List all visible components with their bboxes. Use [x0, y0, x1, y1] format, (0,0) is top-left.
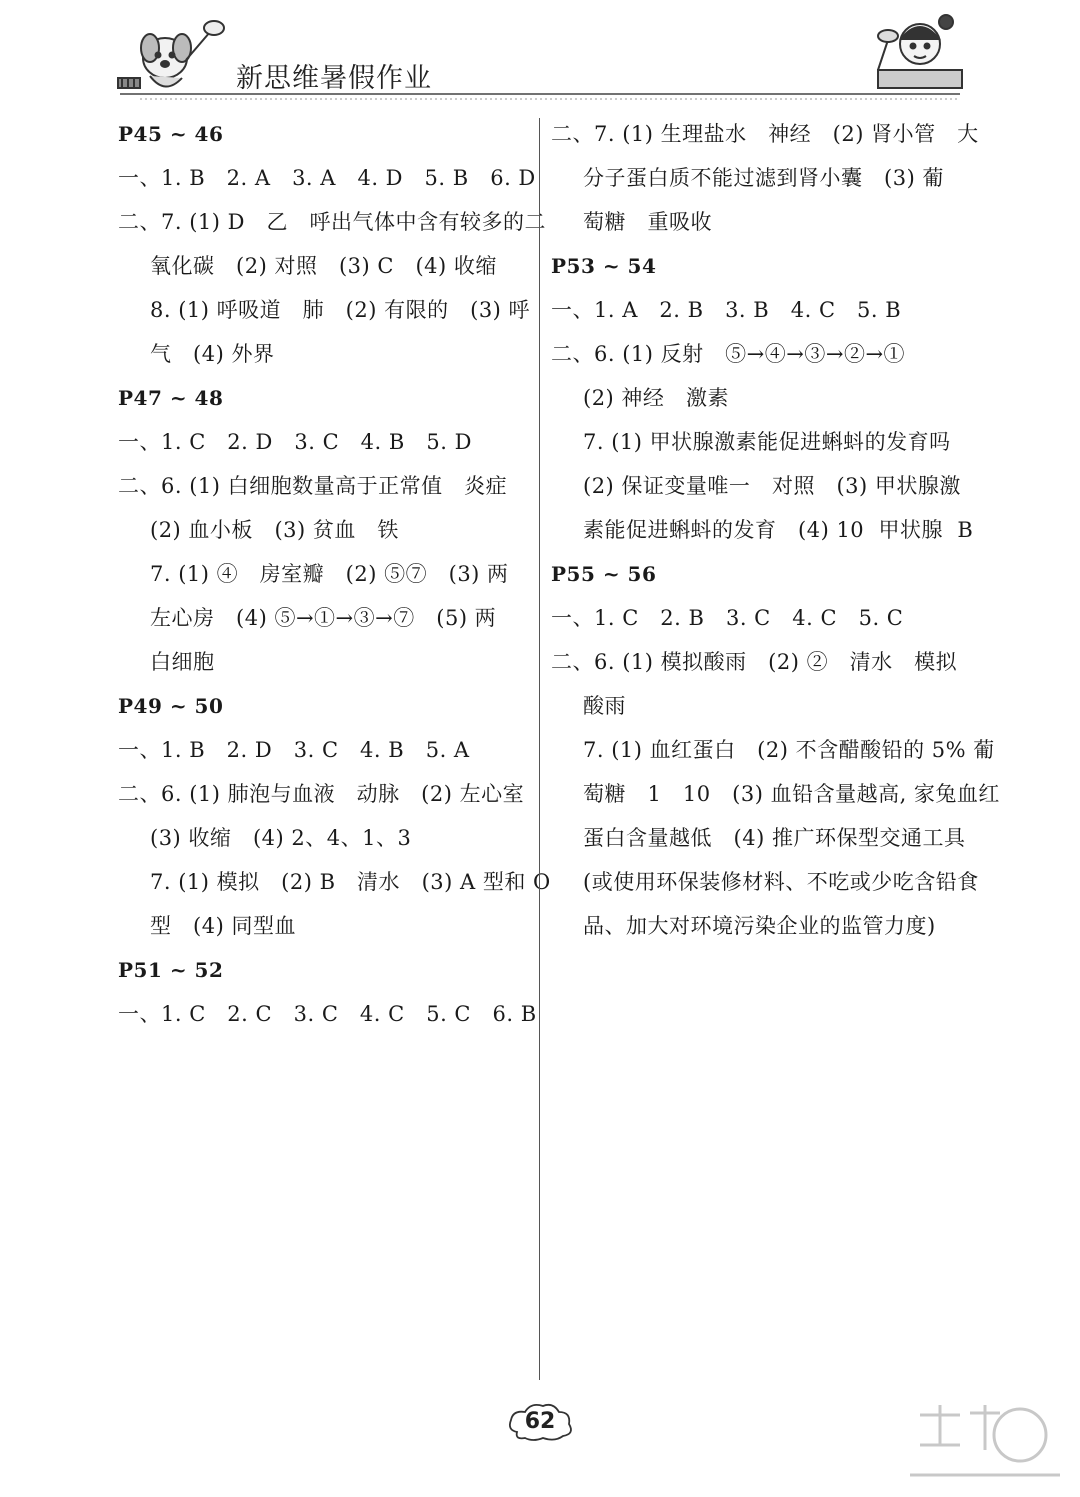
right-answer-line: 一、1. A 2. B 3. B 4. C 5. B: [551, 298, 902, 322]
left-answer-line: 二、6. (1) 肺泡与血液 动脉 (2) 左心室: [118, 782, 525, 806]
left-section-heading: P49 ~ 50: [118, 694, 224, 718]
left-answer-line: 氧化碳 (2) 对照 (3) C (4) 收缩: [150, 254, 497, 278]
left-answer-line: (3) 收缩 (4) 2、4、1、3: [150, 826, 412, 850]
right-answer-line: 7. (1) 甲状腺激素能促进蝌蚪的发育吗: [583, 430, 951, 454]
right-answer-line: 7. (1) 血红蛋白 (2) 不含醋酸铅的 5% 葡: [583, 738, 995, 762]
page-number-badge: [505, 1400, 575, 1444]
right-answer-line: 萄糖 重吸收: [583, 210, 713, 234]
page-number: 62: [524, 1409, 556, 1434]
left-answer-line: 7. (1) ④ 房室瓣 (2) ⑤⑦ (3) 两: [150, 562, 509, 586]
right-answer-line: 萄糖 1 10 (3) 血铅含量越高, 家兔血红: [583, 782, 1000, 806]
right-answer-line: 二、7. (1) 生理盐水 神经 (2) 肾小管 大: [551, 122, 979, 146]
girl-illustration-icon: [878, 15, 962, 88]
dog-illustration-icon: [118, 21, 224, 88]
header-decoration: [0, 0, 1080, 110]
column-divider: [539, 118, 540, 1380]
right-section-heading: P53 ~ 54: [551, 254, 657, 278]
left-answer-line: 型 (4) 同型血: [150, 914, 296, 938]
left-answer-line: 二、6. (1) 白细胞数量高于正常值 炎症: [118, 474, 508, 498]
page-header: [0, 0, 1080, 110]
right-answer-line: 素能促进蝌蚪的发育 (4) 10 甲状腺 B: [583, 518, 974, 542]
left-section-heading: P51 ~ 52: [118, 958, 224, 982]
left-answer-line: 气 (4) 外界: [150, 342, 275, 366]
left-answer-line: 一、1. B 2. D 3. C 4. B 5. A: [118, 738, 470, 762]
left-section-heading: P47 ~ 48: [118, 386, 224, 410]
right-answer-line: 蛋白含量越低 (4) 推广环保型交通工具: [583, 826, 966, 850]
right-answer-line: (或使用环保装修材料、不吃或少吃含铅食: [583, 870, 979, 894]
header-title: 新思维暑假作业: [236, 63, 432, 94]
left-answer-line: 二、7. (1) D 乙 呼出气体中含有较多的二: [118, 210, 547, 234]
answer-column-right: [551, 112, 1000, 948]
left-section-heading: P45 ~ 46: [118, 122, 224, 146]
right-answer-line: (2) 神经 激素: [583, 386, 729, 410]
watermark-stamp-icon: [900, 1395, 1070, 1495]
left-answer-line: 一、1. B 2. A 3. A 4. D 5. B 6. D: [118, 166, 536, 190]
right-answer-line: 二、6. (1) 反射 ⑤→④→③→②→①: [551, 342, 906, 366]
right-answer-line: (2) 保证变量唯一 对照 (3) 甲状腺激: [583, 474, 961, 498]
left-answer-line: 7. (1) 模拟 (2) B 清水 (3) A 型和 O: [150, 870, 551, 894]
answer-column-left: [118, 112, 551, 1036]
right-section-heading: P55 ~ 56: [551, 562, 657, 586]
left-answer-line: (2) 血小板 (3) 贫血 铁: [150, 518, 399, 542]
right-answer-line: 一、1. C 2. B 3. C 4. C 5. C: [551, 606, 904, 630]
left-answer-line: 8. (1) 呼吸道 肺 (2) 有限的 (3) 呼: [150, 298, 531, 322]
right-answer-line: 品、加大对环境污染企业的监管力度): [583, 914, 936, 938]
left-answer-line: 一、1. C 2. C 3. C 4. C 5. C 6. B: [118, 1002, 537, 1026]
left-answer-line: 白细胞: [150, 650, 215, 674]
right-answer-line: 酸雨: [583, 694, 626, 718]
left-answer-line: 一、1. C 2. D 3. C 4. B 5. D: [118, 430, 472, 454]
right-answer-line: 分子蛋白质不能过滤到肾小囊 (3) 葡: [583, 166, 944, 190]
right-answer-line: 二、6. (1) 模拟酸雨 (2) ② 清水 模拟: [551, 650, 958, 674]
left-answer-line: 左心房 (4) ⑤→①→③→⑦ (5) 两: [150, 606, 497, 630]
